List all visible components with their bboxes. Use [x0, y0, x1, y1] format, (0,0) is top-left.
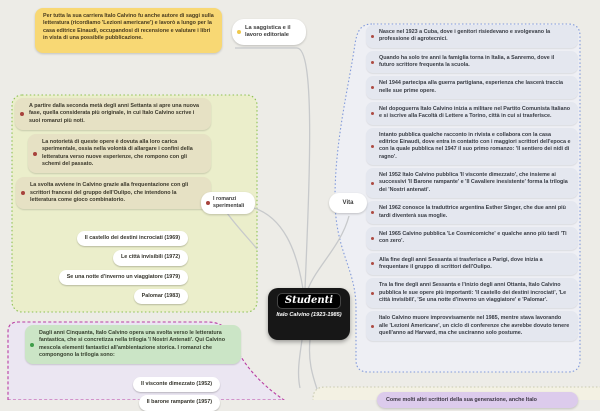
romanzi-note-text: La svolta avviene in Calvino grazie alla frequentazione con gli scrittori francesi del gruppo dell'Oulipo, che intendono la letteratura come gioco combinatorio. [30, 182, 189, 204]
red-branch-dot-icon [20, 112, 24, 116]
connector-romanzi [251, 207, 303, 289]
vita-event-card[interactable] [366, 51, 578, 74]
red-branch-dot-icon [371, 182, 374, 185]
vita-event-card[interactable] [366, 201, 578, 224]
red-branch-dot-icon [371, 35, 374, 38]
romanzi-note-card[interactable] [28, 134, 211, 173]
book-pill[interactable] [77, 231, 188, 246]
vita-event-text: Italo Calvino muore improvvisamente nel 1985, mentre stava lavorando alle 'Lezioni Americane', un ciclo di conferenze che avrebbe dovuto tenere quell'anno ad Harvard, ma che usciranno solo postume. [379, 315, 570, 336]
green-branch-dot-icon [30, 343, 34, 347]
red-branch-dot-icon [371, 292, 374, 295]
vita-event-text: Nel 1965 Calvino pubblica 'Le Cosmicomiche' e qualche anno più tardi 'Ti con zero'. [379, 230, 567, 245]
central-topic-subtitle: Italo Calvino (1923-1985) [276, 312, 342, 318]
book-pill[interactable] [134, 289, 188, 304]
vita-event-text: Nel 1962 conosce la traduttrice argentina Esther Singer, che due anni più tardi diventerà sua moglie. [379, 205, 566, 219]
vita-event-text: Nel 1944 partecipa alla guerra partigiana, esperienza che lascerà traccia nelle sue prime opere. [379, 80, 563, 94]
connector-bottom-right [309, 340, 317, 389]
vita-event-text: Nel dopoguerra Italo Calvino inizia a militare nel Partito Comunista Italiano e si iscrive alla Facoltà di Lettere a Torino, città in cui si trasferisce. [379, 106, 571, 120]
romanzi-note-text: A partire dalla seconda metà degli anni Settanta si apre una nuova fase, quella considerata più originale, in cui Italo Calvino scrive i suoi romanzi più noti. [29, 103, 199, 124]
trilogia-note-card[interactable] [25, 325, 241, 364]
book-pill[interactable] [59, 270, 188, 285]
red-branch-dot-icon [371, 86, 374, 89]
vita-event-text: Quando ha solo tre anni la famiglia torna in Italia, a Sanremo, dove il futuro scrittore frequenta la scuola. [379, 54, 555, 69]
vita-event-card[interactable] [366, 76, 578, 99]
vita-event-card[interactable] [366, 278, 578, 308]
node-vita-label: Vita [342, 200, 354, 206]
vita-events-list [366, 25, 578, 341]
central-topic-node[interactable] [268, 288, 350, 340]
red-branch-dot-icon [21, 191, 25, 195]
romanzi-books-list [59, 231, 188, 304]
connector-bottom-left [299, 340, 302, 388]
vita-event-text: Intanto pubblica qualche racconto in rivista e collabora con la casa editrice Einaudi, dove entra in contatto con i maggiori scrittori dell'epoca e con la quale pubblica nel 1947 il suo primo romanzo: 'Il sentiero dei nidi di ragno'. [379, 131, 571, 160]
red-branch-dot-icon [371, 262, 374, 265]
book-title: Se una notte d'inverno un viaggiatore (1979) [66, 273, 180, 280]
essay-note-card[interactable]: Per tutta la sua carriera Italo Calvino fu anche autore di saggi sulla letteratura (ricordiamo 'Lezioni americane') e lavorò a lungo per la casa editrice Einaudi, occupandosi di recensione e valutare i libri in vista di una possibile pubblicazione. [35, 8, 222, 53]
vita-event-card[interactable] [366, 25, 578, 48]
romanzi-note-card[interactable] [15, 98, 211, 130]
studenti-logo: Studenti [277, 293, 341, 309]
book-pill[interactable] [139, 395, 220, 410]
book-title: Le città invisibili (1972) [120, 254, 180, 261]
red-branch-dot-icon [371, 112, 374, 115]
vita-event-card[interactable] [366, 102, 578, 125]
vita-event-text: Tra la fine degli anni Sessanta e l'inizio degli anni Ottanta, Italo Calvino pubblica le sue opere più importanti: 'Il castello dei destini incrociati', 'Le città invisibili', 'Se una notte d'inverno un viaggiatore' e 'Palomar'. [379, 282, 567, 303]
node-saggistica-label: La saggistica e il lavoro editoriale [245, 24, 291, 38]
book-title: Il visconte dimezzato (1952) [141, 381, 212, 387]
node-vita[interactable] [329, 193, 367, 213]
red-branch-dot-icon [371, 325, 374, 328]
node-romanzi-label: I romanzi sperimentali [213, 196, 245, 209]
book-title: Il barone rampante (1957) [146, 399, 212, 406]
romanzi-note-text: La notorietà di queste opere è dovuta alla loro carica sperimentale, ossia nella volontà di allargare i confini della letteratura verso nuove esperienze, che rompono con gli schemi del passato. [42, 139, 193, 168]
red-branch-dot-icon [371, 145, 374, 148]
book-pill[interactable] [133, 377, 220, 392]
vita-event-card[interactable] [366, 311, 578, 341]
red-branch-dot-icon [33, 152, 37, 156]
red-branch-dot-icon [371, 61, 374, 64]
vita-event-text: Alla fine degli anni Sessanta si trasferisce a Parigi, dove inizia a frequentare il gruppo di scrittori dell'Oulipo. [379, 256, 543, 270]
vita-event-card[interactable] [366, 168, 578, 198]
book-title: Il castello dei destini incrociati (1969) [84, 235, 180, 241]
romanzi-note-card[interactable] [16, 177, 211, 209]
book-pill[interactable] [113, 250, 188, 265]
red-branch-dot-icon [371, 237, 374, 240]
vita-event-card[interactable] [366, 128, 578, 165]
node-romanzi-sperimentali[interactable] [201, 192, 255, 214]
book-title: Palomar (1983) [141, 292, 180, 299]
vita-event-text: Nasce nel 1923 a Cuba, dove i genitori risiedevano e svolgevano la professione di agrotecnici. [379, 29, 551, 43]
trilogia-books-list [133, 377, 220, 411]
vita-event-text: Nel 1952 Italo Calvino pubblica 'Il visconte dimezzato', che insieme ai successivi 'Il Barone rampante' e 'Il Cavaliere inesistente' forma la trilogia dei 'Nostri antenati'. [379, 172, 568, 193]
red-branch-dot-icon [371, 211, 374, 214]
trilogia-note-text: Dagli anni Cinquanta, Italo Calvino opera una svolta verso le letteratura fantastica, che si concretizza nella trilogia 'I Nostri Antenati'. Qui Calvino mescola elementi fantastici all'ambientazione storica. I romanzi che compongono la trilogia sono: [39, 330, 225, 359]
yellow-branch-dot-icon [237, 30, 241, 34]
red-branch-dot-icon [206, 201, 210, 205]
vita-event-card[interactable] [366, 253, 578, 276]
vita-event-card[interactable] [366, 227, 578, 250]
generazione-note-card[interactable]: Come molti altri scrittori della sua generazione, anche Italo [377, 392, 578, 408]
node-saggistica[interactable] [232, 19, 306, 45]
